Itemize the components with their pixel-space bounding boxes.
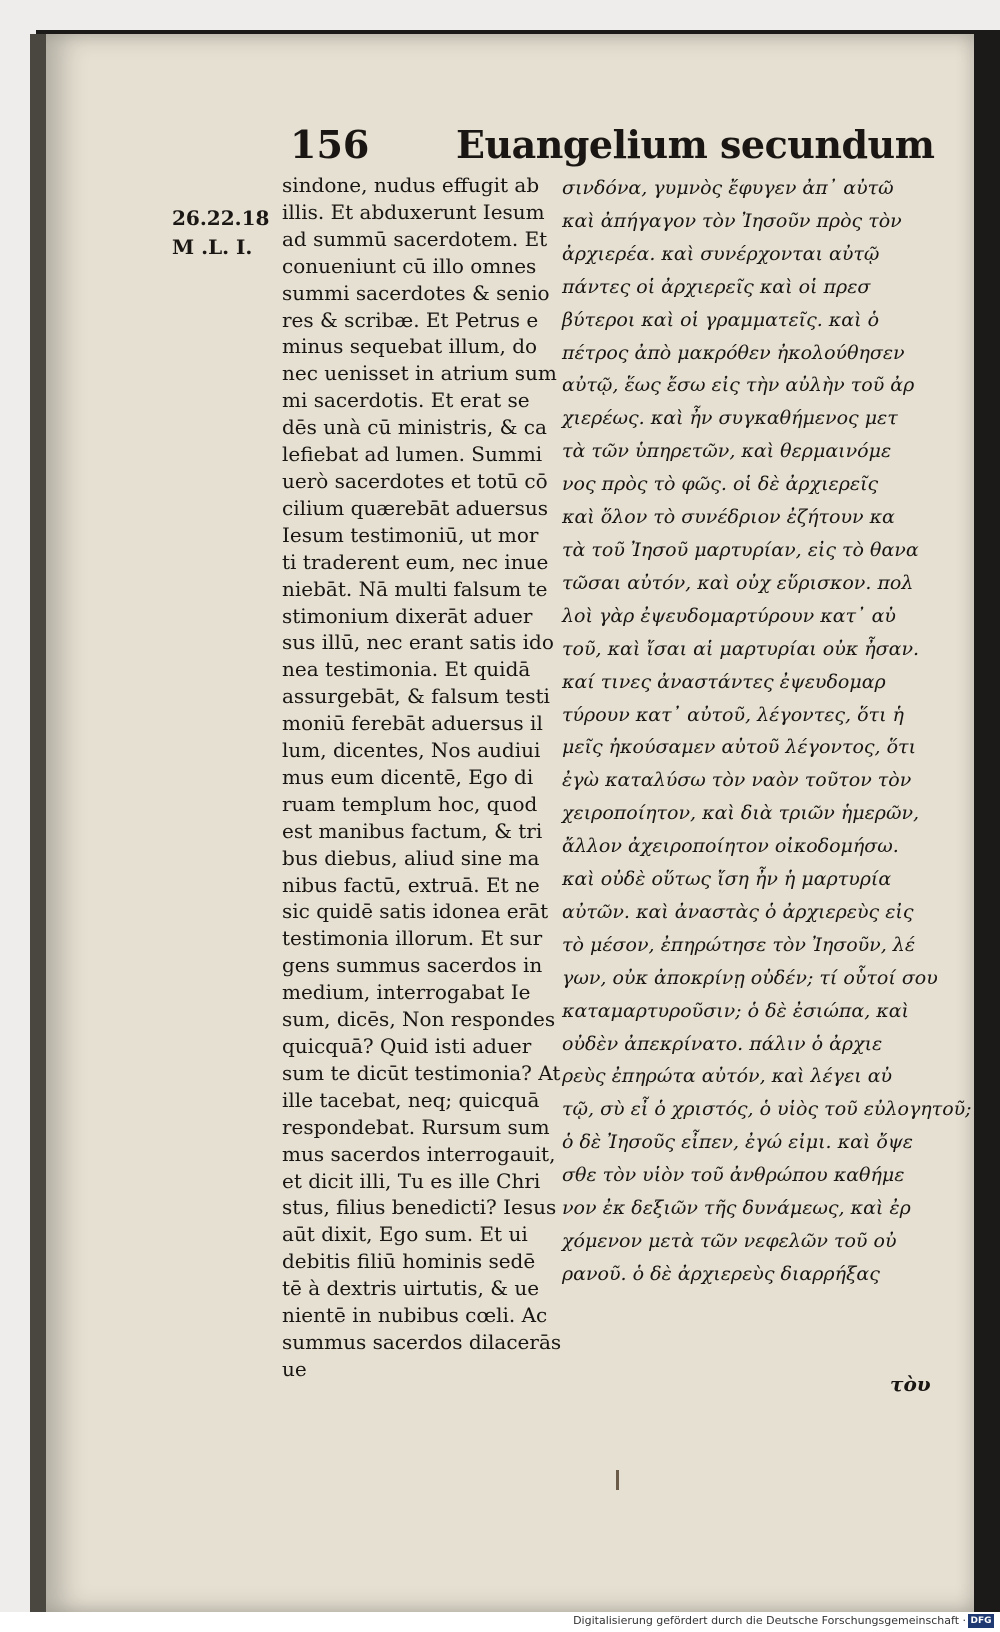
latin-text-line: quicquā? Quid isti aduer [282, 1034, 532, 1058]
latin-text-line: dēs unà cū ministris, & ca [282, 415, 547, 440]
latin-text-line: nientē in nubibus cœli. Ac [282, 1303, 548, 1328]
latin-text-line: ille tacebat, neq; quicquā [282, 1087, 540, 1112]
latin-text-line: bus diebus, aliud sine ma [282, 845, 540, 870]
greek-text-line: καί τινες ἀναστάντες ἐψευδομαρ [562, 670, 886, 693]
latin-text-line: ue [282, 1356, 307, 1381]
greek-text-line: τοῦ, καὶ ἴσαι αἱ μαρτυρίαι οὐκ ἦσαν. [562, 637, 920, 660]
latin-text-line: stimonium dixerāt aduer [282, 603, 533, 628]
greek-text-line: σινδόνα, γυμνὸς ἔφυγεν ἀπ᾽ αὐτῶ [562, 177, 894, 199]
latin-text-line: uerò sacerdotes et totū cō [282, 468, 548, 493]
latin-text-line: summus sacerdos dilacerās [282, 1329, 562, 1354]
latin-text-line: mi sacerdotis. Et erat se [282, 388, 530, 413]
latin-text-line: nibus factū, extruā. Et ne [282, 872, 540, 897]
latin-text-line: nec uenisset in atrium sum [282, 361, 557, 386]
latin-text-line: Iesum testimoniū, ut mor [282, 522, 539, 547]
greek-text-line: μεῖς ἠκούσαμεν αὐτοῦ λέγοντος, ὅτι [562, 736, 917, 759]
latin-text-line: gens summus sacerdos in [282, 953, 543, 978]
greek-text-line: γων, οὐκ ἀποκρίνῃ οὐδέν; τί οὗτοί σου [562, 966, 938, 989]
greek-text-line: ἀρχιερέα. καὶ συνέρχονται αὐτῷ [562, 242, 880, 265]
greek-text-line: νος πρὸς τὸ φῶς. οἱ δὲ ἀρχιερεῖς [562, 473, 879, 496]
latin-column [282, 172, 562, 1383]
greek-text-line: τῷ, σὺ εἶ ὁ χριστός, ὁ υἱὸς τοῦ εὐλογητοῦ; [562, 1098, 972, 1121]
greek-text-line: σθε τὸν υἱὸν τοῦ ἀνθρώπου καθήμε [562, 1164, 905, 1187]
greek-text-line: λοὶ γὰρ ἐψευδομαρτύρουν κατ᾽ αὐ [562, 604, 896, 627]
latin-text-line: cilium quærebāt aduersus [282, 495, 549, 520]
latin-text-line: assurgebāt, & falsum testi [282, 684, 550, 709]
greek-text-line: τὸ μέσον, ἐπηρώτησε τὸν Ἰησοῦν, λέ [562, 933, 916, 956]
greek-text-line: ἐγὼ καταλύσω τὸν ναὸν τοῦτον τὸν [562, 769, 912, 792]
catchword: τὸυ [890, 1372, 931, 1396]
greek-text-line: τύρουν κατ᾽ αὐτοῦ, λέγοντες, ὅτι ἡ [562, 703, 904, 726]
latin-text-line: et dicit illi, Tu es ille Chri [282, 1168, 541, 1193]
greek-text-line: πάντες οἱ ἀρχιερεῖς καὶ οἱ πρεσ [562, 275, 871, 298]
greek-text-line: καὶ ἀπήγαγον τὸν Ἰησοῦν πρὸς τὸν [562, 209, 902, 232]
greek-text-line: καταμαρτυροῦσιν; ὁ δὲ ἐσιώπα, καὶ [562, 999, 910, 1022]
greek-text-line: χιερέως. καὶ ἦν συγκαθήμενος μετ [562, 407, 898, 430]
latin-text-line: aūt dixit, Ego sum. Et ui [282, 1222, 528, 1247]
greek-text-line: χειροποίητον, καὶ διὰ τριῶν ἡμερῶν, [562, 802, 920, 825]
latin-text-line: sum, dicēs, Non respondes [282, 1007, 556, 1032]
greek-text-line: ὁ δὲ Ἰησοῦς εἶπεν, ἐγώ εἰμι. καὶ ὄψε [562, 1131, 913, 1154]
footer-bar [0, 1612, 1000, 1632]
latin-text-line: sum te dicūt testimonia? At [282, 1060, 561, 1085]
running-head: Euangelium secundum [456, 122, 935, 167]
greek-text-line: οὐδὲν ἀπεκρίνατο. πάλιν ὁ ἀρχιε [562, 1032, 883, 1055]
greek-text-line: βύτεροι καὶ οἱ γραμματεῖς. καὶ ὁ [562, 308, 880, 331]
latin-text-line: testimonia illorum. Et sur [282, 926, 543, 951]
margin-note-gospels: M .L. I. [172, 235, 253, 259]
latin-text-line: nea testimonia. Et quidā [282, 657, 531, 682]
latin-text-line: minus sequebat illum, do [282, 334, 538, 359]
latin-text-line: debitis filiū hominis sedē [282, 1249, 536, 1274]
greek-text-line: ρεὺς ἐπηρώτα αὐτόν, καὶ λέγει αὐ [562, 1065, 893, 1088]
greek-text-line: καὶ οὐδὲ οὕτως ἴση ἦν ἡ μαρτυρία [562, 868, 892, 891]
latin-text-line: respondebat. Rursum sum [282, 1114, 550, 1139]
latin-text-line: illis. Et abduxerunt Iesum [282, 199, 545, 224]
latin-text-line: lum, dicentes, Nos audiui [282, 738, 541, 763]
greek-text-line: αὐτῶν. καὶ ἀναστὰς ὁ ἀρχιερεὺς εἰς [562, 900, 914, 923]
latin-text-line: sindone, nudus effugit ab [282, 173, 540, 197]
margin-notes [172, 204, 282, 262]
greek-column [562, 172, 972, 1291]
margin-note-reference: 26.22.18 [172, 206, 270, 230]
latin-text-line: ad summū sacerdotem. Et [282, 226, 548, 251]
greek-text-line: τῶσαι αὐτόν, καὶ οὐχ εὕρισκον. πολ [562, 571, 914, 594]
footer-credit: Digitalisierung gefördert durch die Deutsche Forschungsgemeinschaft · [573, 1614, 966, 1627]
greek-text-line: ρανοῦ. ὁ δὲ ἀρχιερεὺς διαρρήξας [562, 1262, 880, 1285]
ink-mark [616, 1470, 619, 1490]
latin-text-line: tē à dextris uirtutis, & ue [282, 1276, 540, 1301]
latin-text-line: stus, filius benedicti? Iesus [282, 1195, 557, 1220]
latin-text-line: ti traderent eum, nec inue [282, 549, 549, 574]
latin-text-line: sic quidē satis idonea erāt [282, 899, 549, 924]
latin-text-line: lefiebat ad lumen. Summi [282, 442, 543, 467]
greek-text-line: τὰ τῶν ὑπηρετῶν, καὶ θερμαινόμε [562, 440, 892, 463]
latin-text-line: medium, interrogabat Ie [282, 980, 531, 1005]
latin-text-line: ruam templum hoc, quod [282, 791, 538, 816]
dfg-logo: DFG [968, 1614, 994, 1628]
latin-text-line: mus sacerdos interrogauit, [282, 1141, 556, 1166]
greek-text-line: καὶ ὅλον τὸ συνέδριον ἐζήτουν κα [562, 506, 895, 529]
greek-text-line: χόμενον μετὰ τῶν νεφελῶν τοῦ οὐ [562, 1230, 897, 1252]
page-gutter [30, 34, 46, 1612]
greek-text-line: αὐτῷ, ἕως ἔσω εἰς τὴν αὐλὴν τοῦ ἀρ [562, 374, 915, 397]
latin-text-line: est manibus factum, & tri [282, 818, 543, 843]
latin-text-line: moniū ferebāt aduersus il [282, 711, 543, 736]
latin-text-line: niebāt. Nā multi falsum te [282, 576, 548, 601]
greek-text-line: νον ἐκ δεξιῶν τῆς δυνάμεως, καὶ ἐρ [562, 1197, 911, 1220]
latin-text-line: res & scribæ. Et Petrus e [282, 307, 539, 332]
latin-text-line: sus illū, nec erant satis ido [282, 630, 554, 655]
latin-text-line: conueniunt cū illo omnes [282, 253, 537, 278]
greek-text-line: τὰ τοῦ Ἰησοῦ μαρτυρίαν, εἰς τὸ θανα [562, 538, 919, 561]
latin-text-line: summi sacerdotes & senio [282, 280, 550, 305]
latin-text-line: mus eum dicentē, Ego di [282, 764, 534, 789]
greek-text-line: πέτρος ἀπὸ μακρόθεν ἠκολούθησεν [562, 341, 905, 364]
page-header [0, 118, 1000, 178]
page-number: 156 [290, 122, 370, 167]
greek-text-line: ἄλλον ἀχειροποίητον οἰκοδομήσω. [562, 835, 899, 858]
